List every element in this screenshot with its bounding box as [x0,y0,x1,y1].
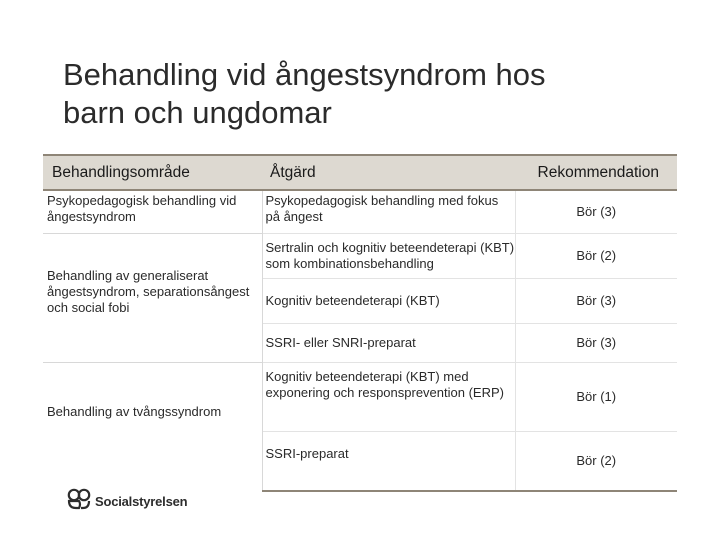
column-header-area: Behandlingsområde [43,155,262,190]
socialstyrelsen-logo [66,489,187,513]
action-cell: SSRI-preparat [262,432,515,492]
area-cell: Behandling av generaliserat ångestsyndrom, separationsångest och social fobi [43,234,262,363]
slide-title-line-1: Behandling vid ångestsyndrom hos [63,57,546,92]
recommendation-cell: Bör (3) [515,324,677,363]
table-row [43,234,677,279]
socialstyrelsen-emblem-icon [66,487,94,516]
action-cell: SSRI- eller SNRI-preparat [262,324,515,363]
table-header-row [43,155,677,190]
socialstyrelsen-wordmark: Socialstyrelsen [95,493,188,509]
area-cell: Psykopedagogisk behandling vid ångestsyndrom [43,190,262,234]
recommendation-cell: Bör (3) [515,279,677,324]
action-cell: Sertralin och kognitiv beteendeterapi (KBT) som kombinationsbehandling [262,234,515,279]
action-cell: Kognitiv beteendeterapi (KBT) med exponering och responsprevention (ERP) [262,363,515,432]
recommendation-cell: Bör (2) [515,234,677,279]
action-cell: Psykopedagogisk behandling med fokus på ångest [262,190,515,234]
recommendation-cell: Bör (3) [515,190,677,234]
slide-title-line-2: barn och ungdomar [63,95,332,130]
recommendation-table [43,154,677,492]
column-header-recommendation: Rekommendation [515,155,677,190]
table-row [43,190,677,234]
recommendation-cell: Bör (2) [515,432,677,492]
recommendation-cell: Bör (1) [515,363,677,432]
table-row [43,363,677,432]
area-cell: Behandling av tvångssyndrom [43,363,262,492]
action-cell: Kognitiv beteendeterapi (KBT) [262,279,515,324]
column-header-action: Åtgärd [262,155,515,190]
slide-title [63,56,683,132]
